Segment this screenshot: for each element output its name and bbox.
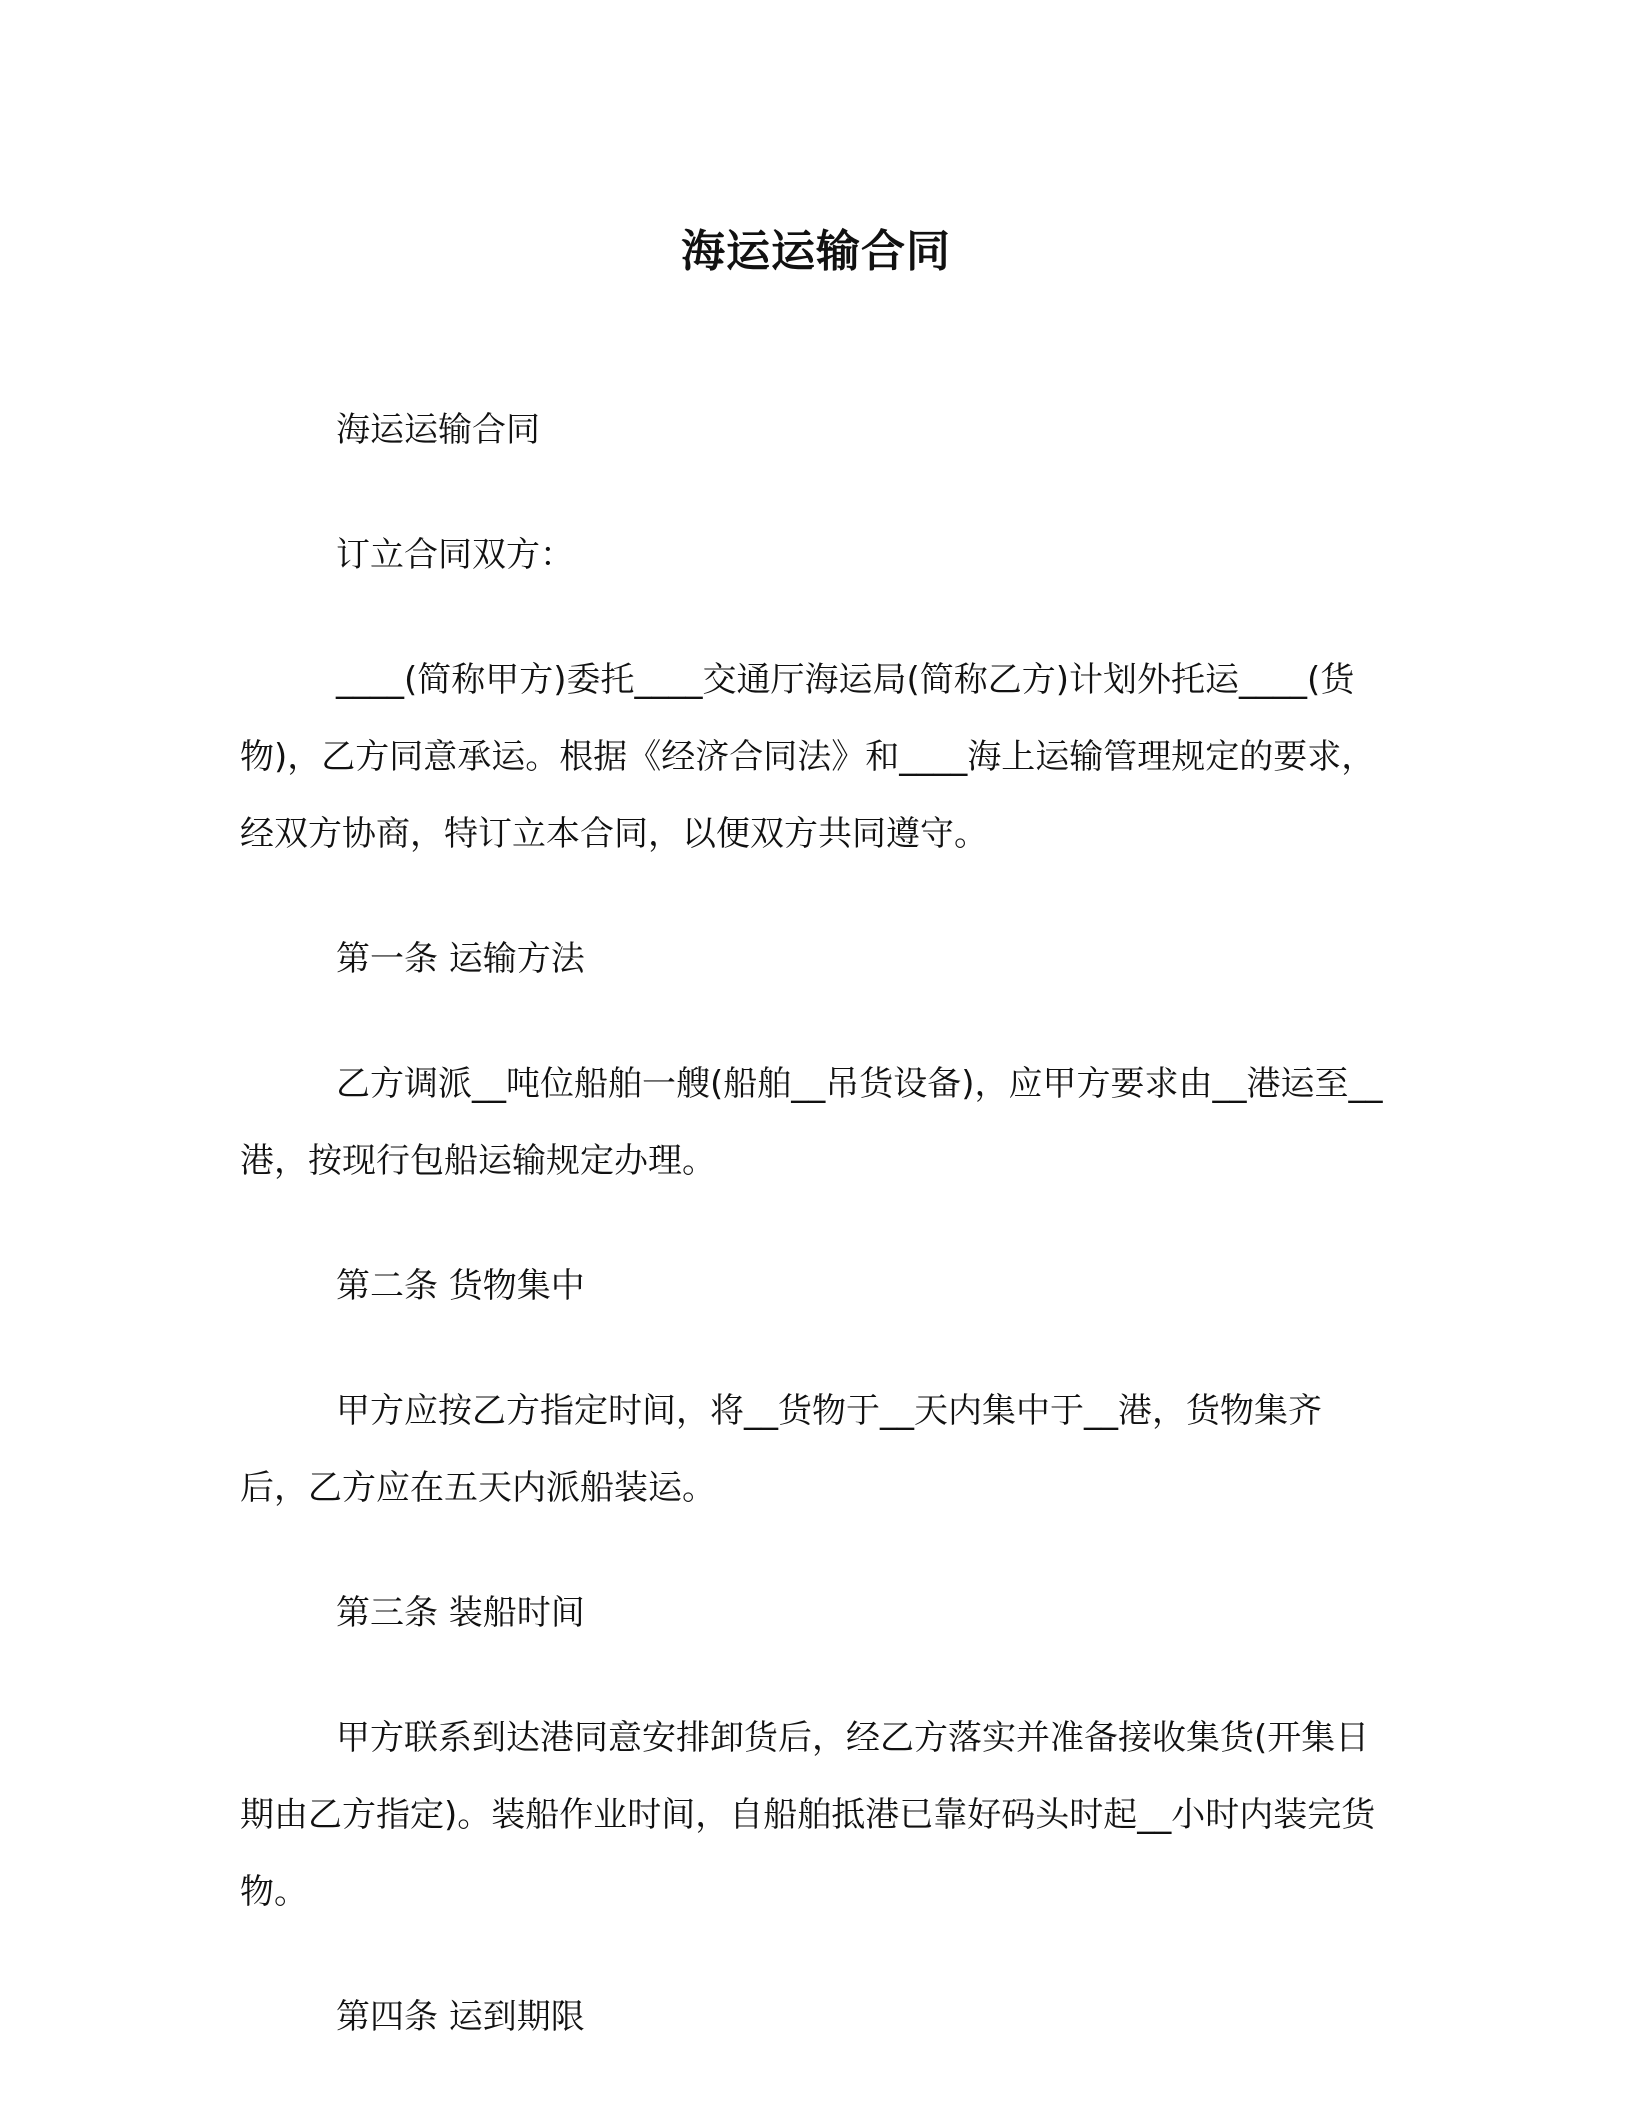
- document-title: 海运运输合同: [681, 226, 951, 277]
- contract-heading: 海运运输合同: [336, 410, 540, 450]
- article-2-paragraph: 甲方应按乙方指定时间，将__货物于__天内集中于__港，货物集齐后，乙方应在五天内派船装运。: [240, 1391, 1322, 1508]
- contract-parties-label: 订立合同双方：: [336, 535, 574, 575]
- contract-intro-paragraph: ____(简称甲方)委托____交通厅海运局(简称乙方)计划外托运____(货物)，乙方同意承运。根据《经济合同法》和____海上运输管理规定的要求，经双方协商，特订立本合同，以便双方共同遵守。: [240, 660, 1376, 854]
- article-3-paragraph: 甲方联系到达港同意安排卸货后，经乙方落实并准备接收集货(开集日期由乙方指定)。装船作业时间，自船舶抵港已靠好码头时起__小时内装完货物。: [240, 1718, 1376, 1912]
- document-body: [240, 392, 1385, 2104]
- article-1-heading: 第一条 运输方法: [336, 939, 585, 979]
- article-4-heading: 第四条 运到期限: [336, 1997, 585, 2037]
- article-2-heading: 第二条 货物集中: [336, 1266, 585, 1306]
- article-1-paragraph: 乙方调派__吨位船舶一艘(船舶__吊货设备)，应甲方要求由__港运至__港，按现行包船运输规定办理。: [240, 1064, 1383, 1181]
- article-3-heading: 第三条 装船时间: [336, 1593, 585, 1633]
